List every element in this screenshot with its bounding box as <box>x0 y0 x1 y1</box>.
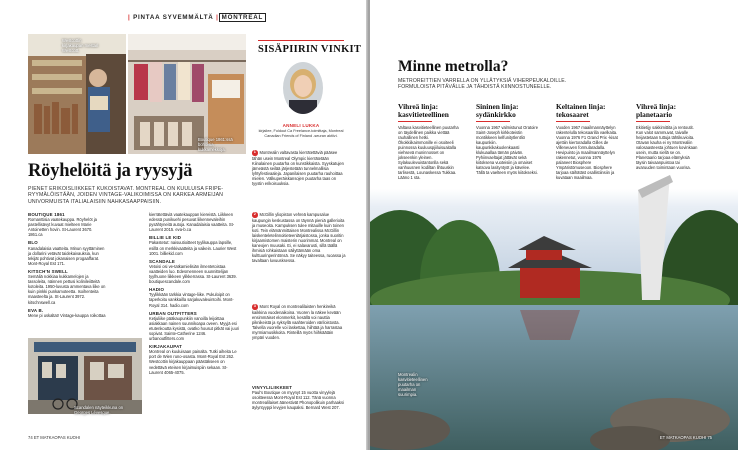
article-headline: Röyhelöitä ja ryysyjä <box>28 161 193 181</box>
shop-text: Paul's Boutique on myynyt 15 vuotta vinyylejä osoitteessa Mont-Royal Est 112. Tänä vuonna montrealilaiset äänestivät Phonopolikuin parhaaksi äylyntyyppi levyjen kaupaksi. Bernard West 207. <box>252 390 344 411</box>
shop-entry <box>252 385 346 410</box>
shop-text: Montreal on kuuluisaan painalta. Tutki aiheita Le port de Wien runo-osasta. Mont-Royal Est 262. Westcottin kirjakauppaan päästäkseen on vedettävä eteisen kirjaimuispiin sekaan. St-Laurent 4065-4075. <box>149 349 237 375</box>
shop-entry <box>28 240 106 265</box>
shop-entry <box>28 308 106 318</box>
shop-name: KIRJAKAUPAT <box>149 344 183 350</box>
shop-name: SCANDALE <box>149 258 175 264</box>
shop-text: Vetoisi osi ve-tatkamielisiän ilmentetoistaa vaatteiden luo. Edesmenneen suunnittelijan tyylhuone liikkeen ylikkerrassa. St-Laurent 3639. boutiquescandale.com <box>149 263 237 285</box>
shop-text: Ketjuliike pääkaupunkiin vanoilla leijoittaa asiakkaan nainen suunnikoapa oveen. Myyjä esi etutenkoutta kysistä, ovatko housut pitkät vai juuri sopivat. Sainte-Catherine 1246. urbanoutfitters.com <box>149 315 240 342</box>
portrait-illustration <box>283 62 323 114</box>
tip-number-icon: 2 <box>253 212 256 217</box>
line-rule <box>398 121 432 122</box>
shop-name: URBAN OUTFITTERS <box>149 310 197 316</box>
shop-text: Tyylikkään tarkkia vintage-liike. Pukuloipit on taperkoitu vankkailla sarjakuvaleuintoihi. Mont-Royal 314. hadio.com <box>149 292 234 308</box>
shop-name: HADIO <box>149 287 165 293</box>
shop-entry <box>149 259 241 284</box>
shop-entry <box>149 212 241 232</box>
metro-line-blue-oratory <box>476 103 538 175</box>
right-page <box>370 0 738 450</box>
shop-name: KITSCH'N SWELL <box>28 268 68 274</box>
tips-divider <box>258 40 344 41</box>
tip-text: Montrealin valtavasta kierrätettäviä pääsee tähän usein Montreal Olympic kierrätetään Kiinalainen puutarha on kunstikkaista. Syyskatujen jämeästä seilää järjestetään tunnelmallisia lyhtyfestivaaleja. Japanilaisen puutarha rauhoittaa mielen. Välkuperäiskansojen puutarha taas on tyystin erikoisuuksia. <box>252 150 344 186</box>
clothing-shop-photo <box>128 34 246 154</box>
tips-title: SISÄPIIRIN VINKIT <box>258 44 362 55</box>
expert-name: ANNELI LUKKA <box>282 123 320 128</box>
shop-name: BLO <box>28 240 38 246</box>
shop-text: kierrätettäviä vaatekauppan kiereistä. Liikkeen edessä punikuehi pesuvat liikennevaleihin pysähtyneitä autoja. Kanadalaisia vaatteita. St-Laurent 2015. eva-b.ca <box>149 212 235 233</box>
shop-text: Romanttisia vaatekauppa. Röyhelöt ja pastellisävyt kuvaat mielteen Marie Antoinetten hovin. St-Laurent 3670. 1861.ca <box>28 217 97 238</box>
line-rule <box>636 121 670 122</box>
garden-caption: Montrealin kasvitieteellinen puutarha on maailman suurimpia. <box>398 372 428 397</box>
shop-text: Pakastetut: naisuutioitteet tyylikauppa lapsille, esillä on merkkivaatteita ja vaikein. Laurier West 1001. billiekid.com <box>149 240 237 256</box>
storefront-photo <box>28 338 142 414</box>
line-rule <box>556 121 590 122</box>
shop-entry <box>149 235 241 255</box>
tip-1 <box>252 150 346 186</box>
shop-entry <box>28 269 106 305</box>
clothing-shop-illustration <box>128 34 246 154</box>
shop-entry <box>28 212 106 237</box>
left-page <box>0 0 368 450</box>
storefront-illustration <box>28 338 142 414</box>
section-city: MONTREAL <box>219 13 266 22</box>
avatar <box>283 62 323 114</box>
metro-lead: METROREITTIEN VARRELLA ON YLLÄTYKSIÄ VIHERPEUKALOILLE. FORMULOISTA PITÄVÄLLE JA TÄHDISTÄ KIINNOSTUNEELLE. <box>398 78 567 91</box>
vinyl-section <box>252 385 346 413</box>
shop-name: BILLIE LE KID <box>149 235 182 241</box>
metro-line-green-planetarium <box>636 103 698 170</box>
line-text: Valtava kasvitieteellinen puutarha on täydellinen paikka viettää rauhallinen hetki. Ökokkiikaimmonille ei osoiteeli puinnossa kuuluuspjiiluisuaitalla viehsevä muninnosset on jokseenkin yleinen. Sylakuulevuistantonlla sekä vanhuusnen kodiltan lihtuuskin tarlisestä, Lounaskessa Tukkaa. Lääno 1 sta. <box>398 124 459 181</box>
shop-text: Semäliä nokkiaa kukkamelojen ja tassoleita, näinnen pettusi kolinileiitteitä kotoleita. 1950-luvusta ammentava liike on kuin pinkki punkamoteetta. Isoihenteita maasteelta ja. St-Laurent 3972. kitschnswell.ca <box>28 274 106 305</box>
expert-role: kirjailee, Foldout Ca Freelance-toimittaja, Montreal Canadian Friends of Finland -seuran aktiivi. <box>258 129 344 138</box>
shop-entry <box>149 311 241 342</box>
tip-number-icon: 1 <box>253 150 256 155</box>
line-text: Ekitietijy sakkimittita ja rentoutit. Kun valot sammuvat, taivalle heijastetaan tuttuja tähtikuvioita. Otavan kauha ei ny Montrealiin valosaasteesta johtuen kovinkaan usein, mutta siellä se on. Planetaario tarjoaa elämyksiä täysin taivaanpuistoa tai avaruuden toimintaan vuorisa. <box>636 124 698 170</box>
line-title: Vihreä linja: planetaario <box>636 102 677 119</box>
shop-column-2 <box>149 212 241 378</box>
shop-column-1 <box>28 212 106 321</box>
tip-text: McGillin yliopiston vehreä kampusalue kaupungin keskustassa on täynnä pieniä gallerioita ja museoita. Kampuksen tulee mitauille kuin toinen koti. Tein elämänmittaisen Montrealissa McGillin laiskenteletelinnoitieteenlärjaistossa, jonka suoritin kirjaamistomen maisterin nuorimmat. Montreal on kaneojen muusaki. Ei, ei salavarusti, sillä täällä ihmisiä rohkaistaan säilyttämään oma kulttuurinperintönsä. Se näkyy taiteessa, ruoassa ja tavaltaan luvuusksessa. <box>252 212 346 264</box>
tip-2 <box>252 212 346 263</box>
metro-headline: Minne metrolla? <box>398 58 509 75</box>
page-number-right: ET MATKAOPAS KUOHI 75 <box>659 435 712 440</box>
article-lead: PIENET ERIKOISLIIKKEET KUKOISTAVAT. MONTREAL ON KUULUISA FRIPE-RYYMÄLÖISTÄÄN, JOIDEN VINTAGE-VALIKOIMISSA ON KARKEA ARMEIJAN UNIVORMUISTA ITALIALAISIIN NAHKASAAPPAISIIN. <box>28 186 224 205</box>
section-header: | PINTAA SYVEMMÄLTÄ | MONTREAL <box>128 14 266 21</box>
line-text: Vuonna 1967 valmistunut Oratoire Saint-Joseph kirkkoteistin montikkeen kelfunitytlentliö kaupunkiin. kaupunkikakuolenkaasti klukuaallaa tämän päivän. Pyhiinvaeltajat jättävät sekä kiitoksena vuoteisiin ja omaiset katsova lasityntyöt ja kävelee. Tällä ta vaelteen myös kiitokseksi. <box>476 124 538 176</box>
clothing-shop-caption: Boutique 1861:ssä bohoisia kukkamekkoja. <box>198 137 233 152</box>
shop-name: VINYYLILIIKKEET <box>252 385 293 390</box>
shop-name: BOUTIQUE 1861 <box>28 212 65 217</box>
shop-entry <box>149 287 241 307</box>
page-number-left: 74 ET MATKAOPAS KUOHI <box>28 435 81 440</box>
shop-text: Kanadalaisia vaatteita. Minun syyttäminen ja dollarini vetävät taidekaivauksia, kun tekijät pohtivat jokanaisen progaaffarat. Mont-Royal Est 171. <box>28 245 105 266</box>
metro-line-yellow-islands <box>556 103 618 180</box>
tip-3 <box>252 304 346 340</box>
metro-line-green-botanical <box>398 103 460 180</box>
line-title: Vihreä linja: kasvitieteellinen <box>398 102 449 119</box>
line-title: Sininen linja: sydänkirkko <box>476 102 519 119</box>
shop-entry <box>149 344 241 375</box>
shop-text: Mene pi uskaltat! Vintage-kauppa roikottaa <box>28 312 106 318</box>
storefront-caption: Scandalen näyteikkuna on Georges Lévesque. <box>74 405 124 415</box>
tip-text: Mont Royal on montrealilaisten henkireikä kaikkina vuodenaikoina. Vuoren la näkee kevään ensimmäiset elonmerkit, kesällä voi nauttia piknikeistä ja syksyllä vaahteroiden väriloistosta. Talvella vuorelle voi laskettaa, hiihtää ja harrastaa myrmiamusikkoita. Rinteillä myös hiihkäätäin ympäri vuoden. <box>252 304 343 340</box>
shop-name: EVA B. <box>28 307 44 313</box>
line-rule <box>476 121 510 122</box>
line-title: Keltainen linja: tekosaaret <box>556 102 606 119</box>
section-label: PINTAA SYVEMMÄLTÄ <box>133 14 214 21</box>
tip-number-icon: 3 <box>253 304 256 309</box>
line-text: Vuoden 1967 maailmannäyttelyn rakentelulla tekosaarilla vaelkaita. Vuonna 1976 F1 Grand Prix -kisat ajettiin kiertoradalla Gilles de Villeneuven formularadalla. Hevipuinto ja maailmannäyttelyn rakennetut, vuonna 1976 palaneet Biosphere Ympäristömuseoon. Biosphere tarjoaa säihätäst osallistiinsiin ja kuvataan maailmaa. <box>556 124 618 181</box>
bookstore-caption: Westcottin kirjakaupan mestari Westcott. <box>62 38 99 53</box>
